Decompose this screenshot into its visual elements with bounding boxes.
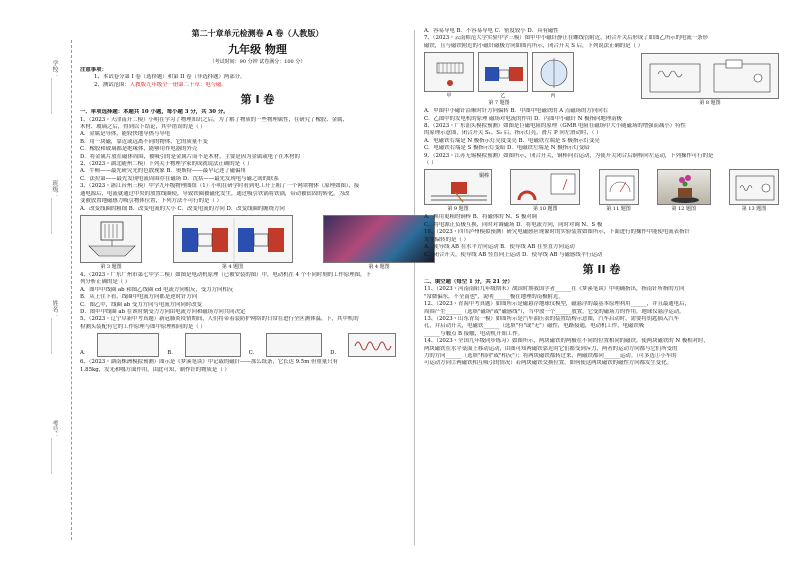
question-8: [424, 123, 779, 153]
q7-option: C．乙图中的发电机的原理 磁场对电流的作用 D．丙图中小磁针 N 极指向地理南极: [424, 115, 622, 122]
stage-photo: [323, 215, 435, 263]
q1-option: B．用一块磁，靠近或远离不同的物体，它的质量不变: [80, 138, 208, 145]
part2-title: 第 II 卷: [582, 262, 621, 276]
q13-line: ______与触点 B 接触，电动机开始工作。: [424, 330, 524, 337]
q10-option: C．闭合开关，使导线 AB 竖直向上运动 D．使导线 AB 与磁感线平行运动: [424, 251, 603, 258]
electromagnet-diagram: [80, 215, 142, 263]
figure-7-caption: 第 7 题图: [488, 100, 510, 107]
earth-svg: [533, 53, 575, 93]
figure-4: [173, 215, 293, 270]
flower-pot-svg: [658, 170, 712, 206]
galvanometer-diagram: [510, 169, 580, 205]
q10-line: 发生偏转的是（ ）: [424, 236, 469, 243]
q9-option: A．换用更粗的铜棒 B．将磁体的 N、S 极对调: [424, 214, 538, 221]
q8-line: 8、（2023・广东汕头模拟预测）如图是巨磁电阻的原理（GMR 电阻在磁场中大小随磁场的增强而减小）特性: [424, 123, 686, 130]
figure-7: [424, 52, 574, 106]
voltmeter-diagram: [599, 169, 639, 205]
q3-options: A．改变线圈的粗细 B．改变电流的大小 C．改变电流的方向 D．改变线圈的缠绕方向: [80, 205, 285, 212]
gmr-circuit-diagram: [641, 53, 779, 99]
q3-line: 通电源后，电流就通过中央的放置线圈使，导致铁圈被磁化发生，通过吸引铁锅将铁锅，带动被钻固的转化。为改: [80, 190, 350, 197]
q5-figures: [80, 333, 435, 357]
q9-line: （ ）: [424, 160, 437, 167]
q14-line: 两块磁铁在水平桌面上移动运动，由图可知两磁铁靠近时它们都受到斥力，两者的运动方向都与它们所受的: [424, 345, 678, 352]
figure-7-panels: [424, 52, 574, 99]
q6-line: 6、（2023・湖南株洲模拟预测）图示是《梦溪笔谈》中记载的磁针——那么纸条，它长达 9.5m 但重量只有: [80, 359, 338, 366]
q9-line: 9、（2023・江苏无锡模拟预测）如图所示，闭合开关，铜棒向右运动，为使开关闭合后铜棒向左运动，下列操作可行的是: [424, 152, 714, 159]
q3-line: 3、（2023・浙江台州三模）中学九年级物理图组（1）小明在研学时看到电工开上粗了一个网罩物体（原理如图），接: [80, 183, 360, 190]
question-5: [80, 316, 435, 357]
figure-13-caption: 第 13 题图: [741, 206, 767, 213]
q5-line: 检测头装配有它的工作原理与图中原理相同的是（ ）: [80, 323, 206, 330]
fig7-label: 丙: [550, 93, 556, 100]
exam-title: 第二十章单元检测卷 A 卷（人教版）: [191, 29, 324, 38]
earth-diagram: [532, 52, 574, 92]
q2-option: C．法拉第——最先发现电流周围存在磁场 D．沈括——最先发现电与磁之间的联系: [80, 175, 279, 182]
question-7-options: [424, 108, 779, 123]
q1-option: C．橡胶和玻璃都是绝缘体，能够用作电器的外壳: [80, 146, 198, 153]
figure-12: [657, 169, 711, 212]
figure-row-3-4: [80, 215, 435, 270]
q4-option: D．图甲中线圈 ab 在该时刻受力方向由电流方向和磁场方向共同决定: [80, 308, 246, 315]
q7-option: A．甲图中小磁针沿顺时针方向偏转 B．甲图中电磁铁的 A 点磁场的方向向右: [424, 108, 608, 115]
question-13: [424, 316, 779, 338]
motor-diagram: [173, 215, 293, 263]
generator-svg: [479, 53, 529, 93]
q5-option-d: D．: [330, 349, 340, 356]
grade-subject: 九年级 物理: [228, 43, 287, 56]
q12-line: 12、（2023・青海中考真题）如图所示是磁悬浮地球仪模型，磁悬浮的最基本原理利用______，并且最通电后，: [424, 301, 690, 308]
fig7-panel: [532, 52, 574, 99]
coil-svg: [349, 334, 397, 358]
q4-line: 4、（2023・广东广州市第七中学二模）如图是电动机原理（已被安装的图）中，电动机在 4 个不同时刻的工作原理图，下: [80, 271, 371, 278]
question-9-options: [424, 214, 779, 229]
fig7-panel: [424, 52, 474, 99]
q8-option: A．电磁铁右端是 N 极指示灯亮度变亮 B．电磁铁左端是 S 极指示灯变亮: [424, 137, 600, 144]
copper-rod-label: 铜棒: [478, 173, 489, 180]
question-1: [80, 117, 435, 161]
question-4: [80, 272, 435, 316]
figure-11: [599, 169, 639, 212]
fig7-label: 甲: [446, 93, 452, 100]
q7-line: 磁铁，且与磁铁附近的小磁针磁极方向如图丙所示，闭合开关 S 后，下列说法正确的是（ ）: [424, 42, 644, 49]
q4-option: C．图乙中，线圈 ab 受力方向与电流方向同时改变: [80, 301, 203, 308]
q14-line: 可运动方向②两磁铁相互吸引的情况）若两块磁铁交换位置，如何使这两块磁铁的磁性方向都发生变化。: [424, 360, 672, 367]
binding-margin: [20, 40, 72, 540]
generator-diagram: [478, 52, 528, 92]
note-2-label: 2、测试范围：: [94, 81, 130, 88]
q2-option: A．牛顿——最先研究光的色散现象 B．奥斯特——最早记述了磁偏角: [80, 168, 246, 175]
right-column: [424, 28, 779, 548]
q5-option-a: A．: [80, 349, 90, 356]
q4-option: A．图甲中线圈 ab 和图乙线圈 cd 电流方向相反，受力方向相反: [80, 286, 234, 293]
figure-9-caption: 第 9 题图: [447, 206, 469, 213]
question-2: [80, 161, 435, 183]
note-2: [80, 82, 435, 89]
figure-3: [80, 215, 142, 270]
figure-10: [510, 169, 580, 212]
figure-12-caption: 第 12 题图: [671, 206, 697, 213]
q8-line: 的原理示意图，闭合开关 S₁、S₂ 后，指示灯亮，滑片 P 向左滑动时，（ ）: [424, 130, 602, 137]
figure-9: [424, 169, 492, 212]
q14-line: 力的方向______（选填"相同"或"相反"）；将两块磁铁都转过来，两磁铁都向______运动。（可多选①小车的: [424, 352, 677, 359]
q14-line: 14、（2023・全国九年级同步练习）如图所示，两块磁铁的两极在不同的位置相同的磁铁，使两块磁铁的 N 极相对时，: [424, 338, 709, 345]
q1-line: 1、（2023・天津南开二模）小明在学习了物理知识之后，为了解了物质的一些物理属性，在研究了橡胶、金属、: [80, 116, 348, 123]
part2-heading: 二、填空题（每空 1 分，共 21 分）: [424, 278, 513, 285]
q1-option: A．金属是导体，能较快地导热与导电: [80, 131, 171, 138]
q2-line: 2、（2023・湖北随州二模）下列关于物理学家的成就说法正确的是（ ）: [80, 161, 253, 168]
exam-meta: （考试时间：90 分钟 试卷满分：100 分）: [209, 59, 306, 65]
figure-4-caption: 第 4 题图: [221, 263, 244, 270]
flower-pot-photo: [657, 169, 711, 205]
solenoid-svg: [425, 53, 475, 93]
q4-line: 列分析正确的是（ ）: [80, 279, 131, 286]
figure-4b: [323, 215, 435, 270]
q5-option-b: B．: [167, 349, 177, 356]
question-6: [80, 359, 435, 374]
q11-line: "常微偏东，不全南也"，说明______极在地理的南极附近。: [424, 293, 564, 300]
question-9: [424, 153, 779, 168]
name-field: 姓名：____________: [51, 300, 58, 354]
voltmeter-svg: [600, 170, 640, 206]
figure-8: [641, 53, 779, 106]
figure-row-7-8: [424, 52, 779, 106]
figure-4b-caption: 第 4 题图: [368, 263, 390, 270]
galvanometer-svg: [511, 170, 581, 206]
q5-line: 5、（2023・辽宁阜新中考真题）新冠肺炎疫情期间，人们将带着装防护网络的日常在进行全区测体温，下，其中机的: [80, 316, 359, 323]
part1-title: 第 I 卷: [240, 93, 275, 107]
question-3: [80, 183, 435, 213]
copper-rod-diagram: [424, 169, 492, 205]
ignition-circuit-svg: [730, 170, 779, 206]
q12-line: 周围产生______（选填"磁场"或"磁感线"），当中放一个______放置，它受的磁场力的作用。地球仪悬浮运动。: [424, 308, 685, 315]
q5-figure-b: [185, 333, 241, 357]
q5-option-c: C．: [248, 349, 259, 356]
left-column: [80, 28, 435, 548]
question-11: [424, 286, 779, 301]
q3-line: 变被放置地磁感力吸引物体位置，下列方法不可行的是（ ）: [80, 198, 222, 205]
figure-row-9-13: [424, 169, 779, 212]
figure-3-caption: 第 3 题图: [100, 263, 122, 270]
q10-option: A．使导线 AB 在水平方向运动 B．使导线 AB 在竖直方向运动: [424, 244, 575, 251]
q4-option: B．从上往下看，线圈中电流方向都是逆时针方向: [80, 294, 198, 301]
part1-heading: 一、单项选择题：本题共 10 小题，每小题 3 分，共 30 分。: [80, 109, 229, 116]
q6-options: A．容易导电 B．不容易导电 C．密度较小 D．具有磁性: [424, 28, 559, 34]
ignition-circuit-diagram: [729, 169, 779, 205]
exam-number-field: 考号：____________: [51, 420, 58, 474]
question-7: [424, 35, 779, 50]
motor-svg: [174, 216, 294, 264]
q1-option: D．将金属片放在磁体周围，被吸引的是金属片而不是木材，主要是因为金属或电子在木材的: [80, 153, 300, 160]
electromagnet-svg: [81, 216, 143, 264]
fig7-panel: [478, 52, 528, 99]
fig7-label: 乙: [500, 93, 506, 100]
question-10: [424, 229, 779, 259]
note-2-scope: 人教版九年级全一册第二十章：电与磁。: [129, 81, 227, 88]
figure-10-caption: 第 10 题图: [532, 206, 558, 213]
q8-option: C．电磁铁右端是 S 极指示灯变暗 D．电磁铁左端是 N 极指示灯变暗: [424, 145, 590, 152]
figure-13: [729, 169, 779, 212]
q6-line: 1.85kg，发光和哪方面作用。由此可知，制作针的物质是（ ）: [80, 366, 230, 373]
figure-8-caption: 第 8 题图: [699, 100, 721, 107]
gmr-circuit-svg: [642, 54, 779, 100]
q9-option: C．将电源正负极互换，同时对调磁场 D．将电流方向，同时对调 N、S 极: [424, 221, 603, 228]
q5-figure-d: [348, 333, 396, 357]
q7-line: 7、（2023・云南师范大学实验中学三模）图甲中小磁针静止在螺线管附近，闭合开关后形成了如图乙所示的电流一条形: [424, 35, 708, 42]
question-12: [424, 301, 779, 316]
solenoid-diagram: [424, 52, 474, 92]
q13-line: 13、（2023・山东青岛一模）如图所示是汽车油压表的装置结构示意图，汽车启动时，需要将钥匙插入汽车: [424, 315, 680, 322]
q11-line: 11、（2023・河南南阳九年级期末）战国时期我国学者______在《梦溪笔谈》中明确指出，指南针所指的方向: [424, 286, 685, 293]
q13-line: 孔，并启动开关，电磁铁______（选填"有"或"无"）磁性，电路接通，电动机工作，电磁铁吸: [424, 323, 645, 330]
q5-figure-c: [266, 333, 322, 357]
class-field: 班级：____________: [51, 180, 58, 234]
question-14: [424, 338, 779, 368]
q1-line: 木材、玻璃之后，得到以下结论，其中错误的是（ ）: [80, 124, 206, 131]
notes-label: 注意事项：: [80, 67, 107, 73]
figure-11-caption: 第 11 题图: [606, 206, 631, 213]
q5-figure-a: [97, 333, 159, 357]
q10-line: 10、（2023・四川泸州模拟预测）研究电磁感应现象时的实验装置如图所示，下面进行的操作中能使电流表指针: [424, 229, 690, 236]
school-field: 学校：____________: [51, 60, 58, 114]
note-1: 1、本试卷分第 I 卷（选择题）和第 II 卷（非选择题）两部分。: [94, 74, 246, 81]
